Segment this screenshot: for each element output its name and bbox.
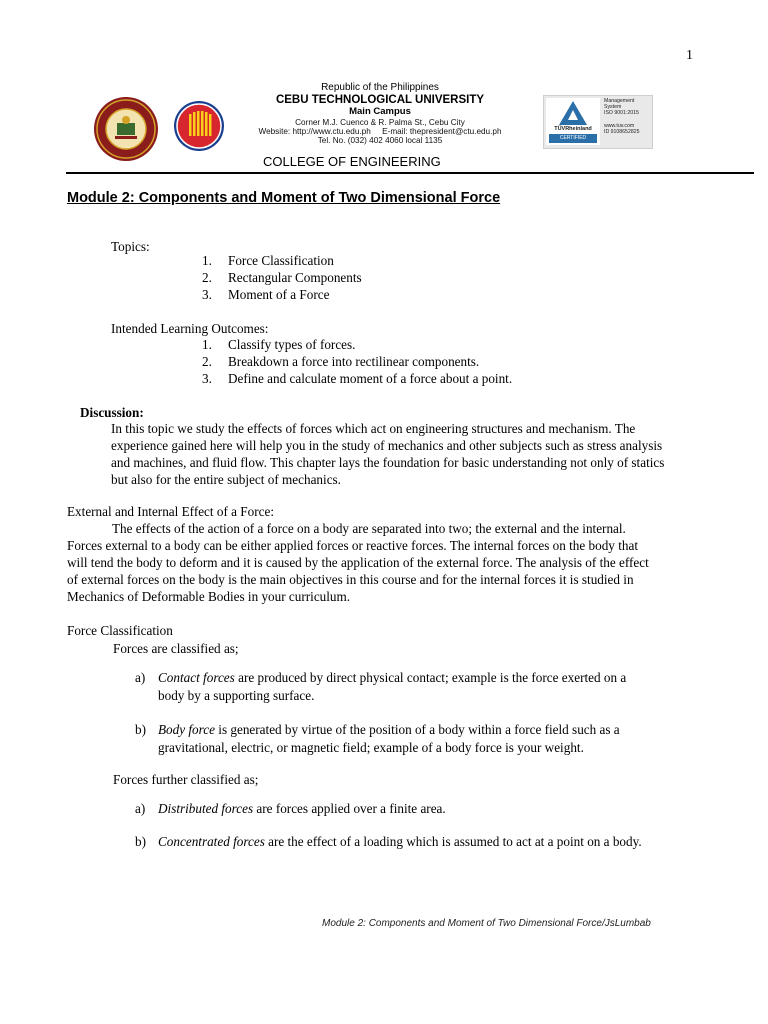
topics-list bbox=[202, 252, 362, 303]
cert-line: www.tuv.com bbox=[604, 122, 635, 129]
cert-brand: TÜVRheinland bbox=[554, 126, 592, 132]
college-name: COLLEGE OF ENGINEERING bbox=[263, 154, 441, 169]
university-name: CEBU TECHNOLOGICAL UNIVERSITY bbox=[275, 93, 485, 106]
item-text: are produced by direct physical contact; example is the force exerted on a bbox=[234, 670, 627, 685]
discussion-line: experience gained here will help you in the study of mechanics and other subjects such as stress analysis bbox=[111, 438, 663, 453]
force-item-a bbox=[135, 669, 627, 703]
item-text: are forces applied over a finite area. bbox=[253, 801, 446, 816]
item-term: Concentrated forces bbox=[158, 834, 265, 849]
address-text: Corner M.J. Cuenco & R. Palma St., Cebu City bbox=[295, 117, 465, 127]
further-item-a bbox=[135, 800, 446, 817]
list-item: 1. Classify types of forces. bbox=[202, 337, 356, 352]
university-header bbox=[210, 82, 550, 146]
item-term: Body force bbox=[158, 722, 215, 737]
item-label: b) bbox=[135, 834, 146, 849]
list-item: 3. Moment of a Force bbox=[202, 287, 330, 302]
external-internal-heading: External and Internal Effect of a Force: bbox=[67, 504, 274, 519]
item-text: body by a supporting surface. bbox=[158, 688, 315, 703]
external-internal-line: Forces external to a body can be either applied forces or reactive forces. The internal forces on the body that bbox=[67, 538, 638, 553]
cert-details bbox=[604, 98, 650, 135]
header-divider bbox=[66, 172, 754, 174]
tuv-logo bbox=[546, 98, 600, 145]
campus-name: Main Campus bbox=[349, 105, 411, 117]
item-text: is generated by virtue of the position of a body within a force field such as a bbox=[215, 722, 620, 737]
further-classification-intro: Forces further classified as; bbox=[113, 772, 259, 787]
further-item-b bbox=[135, 833, 642, 850]
list-item: 2. Rectangular Components bbox=[202, 270, 362, 285]
cert-status: CERTIFIED bbox=[549, 134, 597, 143]
website-email-text: Website: http://www.ctu.edu.ph E-mail: thepresident@ctu.edu.ph bbox=[258, 127, 502, 137]
list-item: 3. Define and calculate moment of a force about a point. bbox=[202, 371, 513, 386]
page-footer: Module 2: Components and Moment of Two Dimensional Force/JsLumbab bbox=[322, 918, 651, 929]
external-internal-line: of external forces on the body is the main objectives in this course and for the internal forces it is studied in bbox=[67, 572, 634, 587]
topics-heading: Topics: bbox=[111, 239, 150, 254]
item-term: Contact forces bbox=[158, 670, 235, 685]
republic-text: Republic of the Philippines bbox=[321, 82, 439, 93]
item-term: Distributed forces bbox=[158, 801, 254, 816]
university-seal-logo bbox=[93, 96, 159, 162]
cert-line: System bbox=[604, 104, 622, 111]
item-text: are the effect of a loading which is assumed to act at a point on a body. bbox=[264, 834, 642, 849]
item-label: b) bbox=[135, 722, 146, 737]
outcomes-list bbox=[202, 336, 513, 387]
discussion-line: and machines, and fluid flow. This chapter lays the foundation for basic understanding not only of statics bbox=[111, 455, 665, 470]
telephone-text: Tel. No. (032) 402 4060 local 1135 bbox=[317, 136, 443, 146]
force-item-b bbox=[135, 721, 620, 755]
item-label: a) bbox=[135, 801, 146, 816]
list-item: 2. Breakdown a force into rectilinear components. bbox=[202, 354, 480, 369]
outcomes-heading: Intended Learning Outcomes: bbox=[111, 321, 269, 336]
external-internal-line: will tend the body to deform and it is caused by the application of the external force. The analysis of the effect bbox=[67, 555, 649, 570]
force-classification-heading: Force Classification bbox=[67, 623, 173, 638]
page-number: 1 bbox=[686, 48, 693, 63]
iso-certification-badge bbox=[543, 95, 653, 149]
external-internal-line: Mechanics of Deformable Bodies in your curriculum. bbox=[67, 589, 351, 604]
module-title: Module 2: Components and Moment of Two Dimensional Force bbox=[67, 190, 501, 206]
item-text: gravitational, electric, or magnetic field; example of a body force is your weight. bbox=[158, 740, 584, 755]
discussion-heading: Discussion: bbox=[80, 405, 144, 420]
discussion-line: In this topic we study the effects of forces which act on engineering structures and mechanism. The bbox=[111, 421, 636, 436]
external-internal-line: The effects of the action of a force on a body are separated into two; the external and the internal. bbox=[112, 521, 626, 536]
item-label: a) bbox=[135, 670, 146, 685]
discussion-line: but also for the entire subject of mechanics. bbox=[111, 472, 341, 487]
cert-line: Management bbox=[604, 98, 635, 104]
cert-line: ID 9108652825 bbox=[604, 128, 640, 135]
list-item: 1. Force Classification bbox=[202, 253, 334, 268]
force-classification-intro: Forces are classified as; bbox=[113, 641, 239, 656]
cert-line: ISO 9001:2015 bbox=[604, 110, 639, 117]
